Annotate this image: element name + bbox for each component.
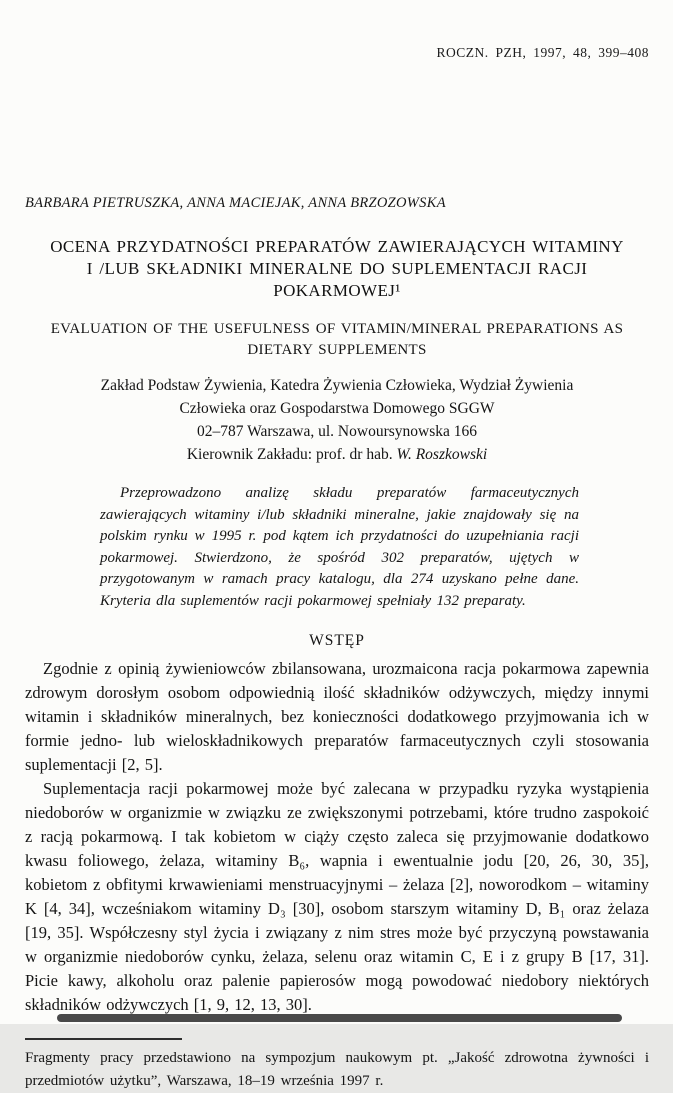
- title-pl-line-1: OCENA PRZYDATNOŚCI PREPARATÓW ZAWIERAJĄCYCH WITAMINY: [50, 237, 624, 256]
- head-of-department-label: Kierownik Zakładu: prof. dr hab.: [186, 446, 393, 463]
- footnote-text: Fragmenty pracy przedstawiono na sympozjum naukowym pt. „Jakość zdrowotna żywności i przedmiotów użytku”, Warszawa, 18–19 września 1997 r.: [25, 1050, 649, 1089]
- abstract-text: Przeprowadzono analizę składu preparatów farmaceutycznych zawierających witaminy i/lub składniki mineralne, jakie znajdowały się na polskim rynku w 1995 r. pod kątem ich przydatności do uzupełniania racji pokarmowej. Stwierdzono, że spośród 302 preparatów, ujętych w przygotowanym w ramach pracy katalogu, dla 274 uzyskano pełne dane. Kryteria dla suplementów racji pokarmowej spełniały 132 preparaty.: [100, 485, 579, 609]
- journal-reference: ROCZN. PZH, 1997, 48, 399–408: [436, 45, 649, 60]
- affiliation-line-1: Zakład Podstaw Żywienia, Katedra Żywienia Człowieka, Wydział Żywienia: [100, 377, 574, 394]
- title-pl-line-2: I /LUB SKŁADNIKI MINERALNE DO SUPLEMENTACJI RACJI: [86, 259, 588, 278]
- affiliation-head-line: [25, 443, 649, 466]
- section-heading-wstep: WSTĘP: [309, 632, 365, 649]
- body-paragraph-1: Zgodnie z opinią żywieniowców zbilansowana, urozmaicona racja pokarmowa zapewnia zdrowym dorosłym osobom odpowiednią ilość składników odżywczych, między innymi witamin i składników mineralnych, bez konieczności dodatkowego przyjmowania ich w formie jedno- lub wieloskładnikowych preparatów farmaceutycznych czyli stosowania suplementacji [2, 5].: [25, 659, 649, 774]
- paper-title-polish: [25, 236, 649, 302]
- title-en-line-1: EVALUATION OF THE USEFULNESS OF VITAMIN/MINERAL PREPARATIONS AS: [50, 321, 624, 337]
- affiliation-block: [25, 374, 649, 466]
- authors-line: BARBARA PIETRUSZKA, ANNA MACIEJAK, ANNA BRZOZOWSKA: [25, 195, 446, 211]
- paper-title-english: [25, 319, 649, 361]
- scan-artifact-bar: [57, 1014, 622, 1022]
- affiliation-line-2: Człowieka oraz Gospodarstwa Domowego SGGW: [179, 400, 495, 417]
- footnote-divider: [25, 1038, 182, 1040]
- title-pl-line-3: POKARMOWEJ¹: [273, 281, 401, 300]
- title-en-line-2: DIETARY SUPPLEMENTS: [247, 342, 427, 358]
- affiliation-address: 02–787 Warszawa, ul. Nowoursynowska 166: [196, 423, 477, 440]
- body-paragraph-2: Suplementacja racji pokarmowej może być zalecana w przypadku ryzyka wystąpienia niedoborów w organizmie w związku ze zwiększonymi potrzebami, które trudno zaspokoić z racją pokarmową. I tak kobietom w ciąży często zaleca się przyjmowanie dodatkowo kwasu foliowego, żelaza, witaminy B₆, wapnia i ewentualnie jodu [20, 26, 30, 35], kobietom z obfitymi krwawieniami menstruacyjnymi – żelaza [2], noworodkom – witaminy K [4, 34], wcześniakom witaminy D₃ [30], osobom starszym witaminy D, B₁ oraz żelaza [19, 35]. Współczesny styl życia i związany z nim stres może być przyczyną powstawania w organizmie niedoborów cynku, żelaza, selenu oraz witamin C, E i z grupy B [17, 31]. Picie kawy, alkoholu oraz palenie papierosów mogą powodować niedobory niektórych składników odżywczych [1, 9, 12, 13, 30].: [25, 779, 649, 1014]
- head-of-department-name: W. Roszkowski: [396, 446, 488, 463]
